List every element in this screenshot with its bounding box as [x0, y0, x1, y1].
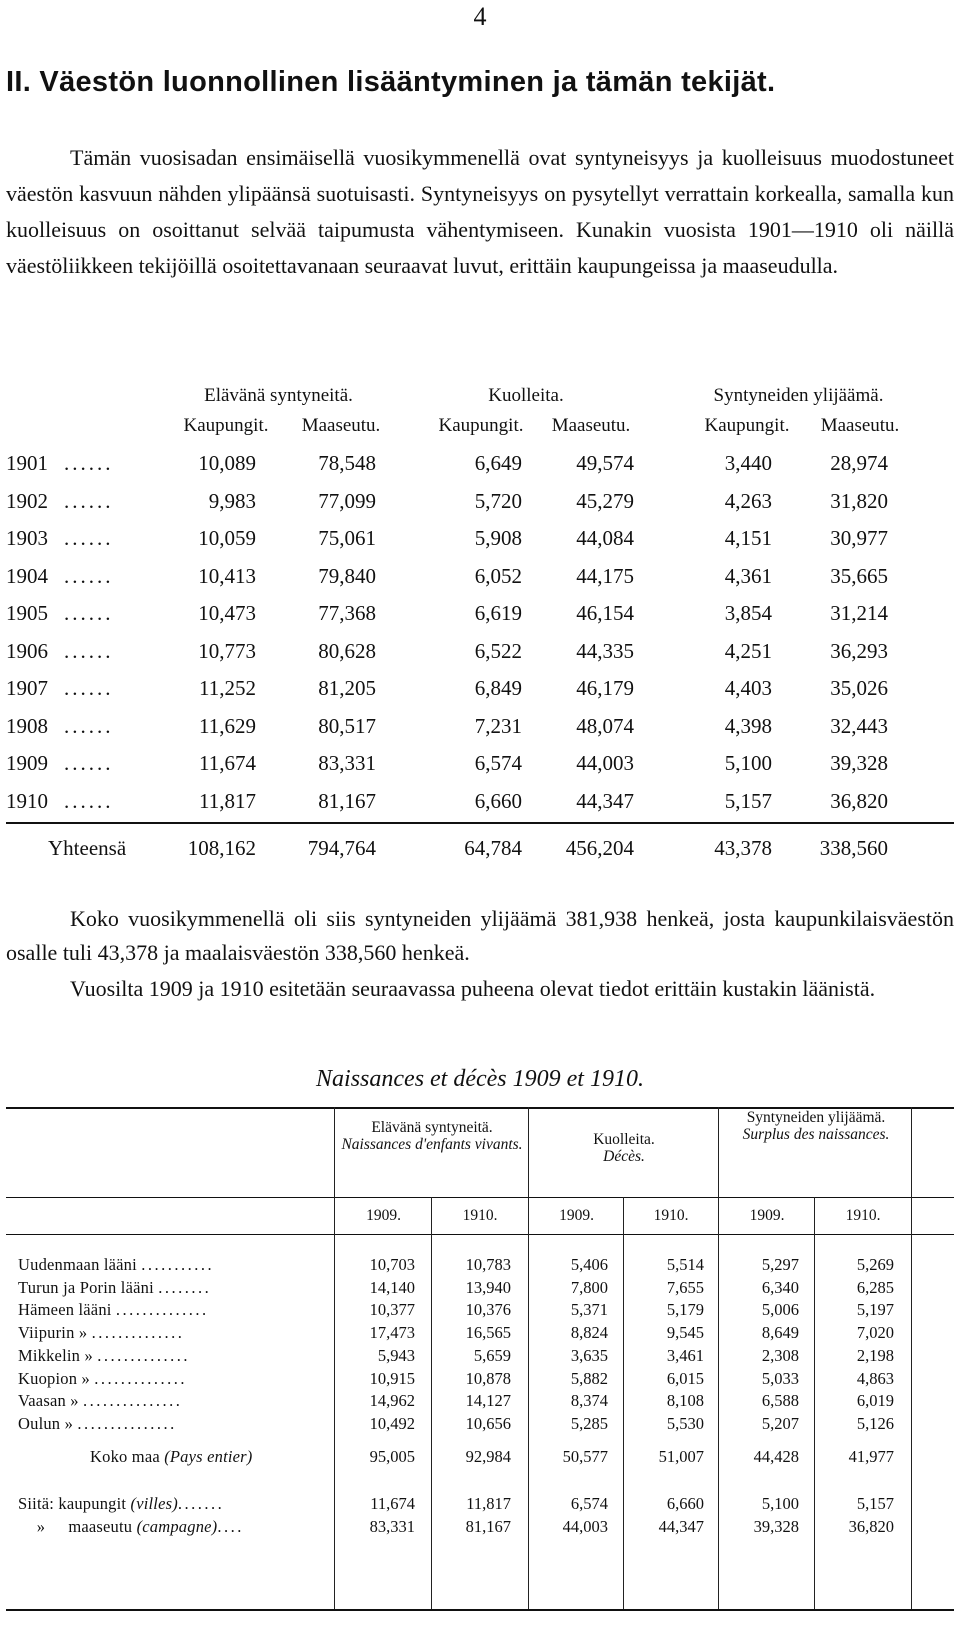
province-name: Vaasan [18, 1391, 66, 1411]
leader-dots: ...... [64, 676, 114, 700]
table1-row [6, 595, 954, 633]
value-cell: 44,084 [576, 526, 634, 550]
value-cell: 39,328 [753, 1516, 799, 1536]
value-cell: 44,003 [562, 1516, 608, 1536]
province-name: Uudenmaan lääni [18, 1255, 137, 1274]
value-cell: 10,059 [198, 526, 256, 550]
row-label [18, 1391, 182, 1411]
value-cell: 46,154 [576, 601, 634, 625]
value-cell: 36,820 [848, 1516, 894, 1536]
breakdown-prefix: Siitä: [18, 1494, 55, 1513]
summary-paragraph: Koko vuosikymmenellä oli siis syntyneiden ylijäämä 381,938 henkeä, josta kaupunkilaisväestön osalle tuli 43,378 ja maalaisväestön 338,560 henkeä. [6, 906, 954, 965]
provinces-table-1909-1910 [6, 1107, 954, 1611]
value-cell: 44,347 [658, 1516, 704, 1536]
ditto-mark: » [70, 1391, 79, 1411]
value-cell: 5,269 [856, 1255, 894, 1274]
year-cell: 1905 [6, 601, 48, 625]
value-cell: 5,720 [474, 488, 522, 513]
row-label [18, 1517, 244, 1537]
value-cell: 31,214 [830, 601, 888, 625]
value-cell: 2,308 [761, 1345, 799, 1365]
table1-row [6, 558, 954, 596]
group-header-fr: Décès. [603, 1148, 645, 1165]
value-cell: 36,820 [830, 788, 888, 813]
value-cell: 6,574 [474, 751, 522, 775]
value-cell: 7,231 [474, 713, 522, 738]
column-divider [814, 1197, 815, 1609]
page-number: 4 [473, 2, 487, 31]
leader-dots: ...... [64, 488, 114, 513]
value-cell: 28,974 [830, 451, 888, 475]
value-cell: 83,331 [318, 751, 376, 775]
value-cell: 6,574 [570, 1494, 608, 1513]
value-cell: 4,361 [724, 563, 772, 588]
value-cell: 4,251 [724, 638, 772, 663]
value-cell: 35,026 [830, 676, 888, 700]
value-cell: 5,297 [761, 1255, 799, 1274]
breakdown-label: kaupungit [58, 1494, 127, 1513]
value-cell: 49,574 [576, 451, 634, 475]
value-cell: 46,179 [576, 676, 634, 700]
value-cell: 14,127 [465, 1391, 511, 1411]
table1-total-rule [6, 822, 954, 824]
value-cell: 95,005 [369, 1446, 415, 1466]
value-cell: 13,940 [465, 1277, 511, 1297]
value-cell: 7,020 [856, 1323, 894, 1343]
value-cell: 4,151 [724, 526, 772, 550]
value-cell: 32,443 [830, 713, 888, 738]
column-divider [718, 1107, 719, 1609]
value-cell: 5,406 [570, 1255, 608, 1274]
row-label [18, 1494, 224, 1514]
breakdown-prefix: » [36, 1516, 46, 1536]
value-cell: 81,167 [465, 1516, 511, 1536]
value-cell: 5,033 [761, 1368, 799, 1388]
value-cell: 41,977 [848, 1446, 894, 1466]
province-name: Mikkelin [18, 1345, 81, 1365]
value-cell: 6,052 [474, 563, 522, 588]
leader-dots: ...... [64, 638, 114, 663]
births-deaths-table-1901-1910 [6, 385, 954, 868]
year-cell: 1903 [6, 526, 48, 550]
value-cell: 8,824 [570, 1323, 608, 1343]
value-cell: 11,674 [370, 1494, 415, 1513]
value-cell: 8,374 [570, 1391, 608, 1411]
value-cell: 5,659 [473, 1345, 511, 1365]
value-cell: 8,108 [666, 1391, 704, 1411]
total-value: 108,162 [187, 836, 256, 860]
group-header-births: Elävänä syntyneitä. [204, 385, 353, 406]
leader-dots: ...... [64, 751, 114, 775]
value-cell: 10,703 [369, 1255, 415, 1274]
province-name: Hämeen lääni [18, 1300, 112, 1320]
value-cell: 4,398 [724, 713, 772, 738]
value-cell: 3,440 [724, 451, 772, 475]
value-cell: 7,800 [570, 1277, 608, 1297]
value-cell: 44,003 [576, 751, 634, 775]
ditto-mark: » [64, 1413, 74, 1433]
value-cell: 11,817 [199, 788, 256, 813]
value-cell: 77,099 [318, 488, 376, 513]
leader-dots: ............... [83, 1391, 183, 1411]
ditto-mark: » [78, 1323, 88, 1343]
leader-dots: ...... [64, 451, 114, 475]
row-label [18, 1323, 184, 1343]
value-cell: 36,293 [830, 638, 888, 663]
value-cell: 5,207 [761, 1413, 799, 1433]
leader-dots: .... [217, 1516, 244, 1536]
table1-row [6, 483, 954, 521]
value-cell: 5,882 [570, 1368, 608, 1388]
value-cell: 77,368 [318, 601, 376, 625]
value-cell: 10,656 [465, 1413, 511, 1433]
value-cell: 6,849 [474, 676, 522, 700]
value-cell: 5,100 [724, 751, 772, 775]
year-cell: 1904 [6, 563, 48, 588]
province-name: Turun ja Porin lääni [18, 1277, 154, 1297]
value-cell: 39,328 [830, 751, 888, 775]
group-header-fi: Elävänä syntyneitä. [371, 1119, 493, 1136]
transition-paragraph: Vuosilta 1909 ja 1910 esitetään seuraavassa puheena olevat tiedot erittäin kustakin läänistä. [70, 976, 876, 1001]
group-header-deaths [530, 1131, 718, 1165]
total-value: 64,784 [464, 836, 522, 860]
value-cell: 45,279 [576, 488, 634, 513]
value-cell: 11,629 [199, 713, 256, 738]
value-cell: 35,665 [830, 563, 888, 588]
column-divider [528, 1107, 529, 1609]
value-cell: 3,854 [724, 601, 772, 625]
value-cell: 9,983 [208, 488, 256, 513]
value-cell: 6,019 [856, 1391, 894, 1411]
value-cell: 5,179 [666, 1300, 704, 1320]
table1-total-row [6, 828, 954, 868]
year-header: 1910. [845, 1207, 881, 1224]
group-header-surplus: Syntyneiden ylijäämä. [713, 385, 884, 406]
value-cell: 5,100 [761, 1494, 799, 1513]
value-cell: 11,817 [466, 1494, 511, 1513]
table1-row [6, 708, 954, 746]
value-cell: 44,347 [576, 788, 634, 813]
total-value: 456,204 [565, 836, 634, 860]
province-name: Viipurin [18, 1323, 75, 1343]
value-cell: 5,514 [666, 1255, 704, 1274]
table2-bottom-rule [6, 1609, 954, 1611]
value-cell: 11,674 [199, 751, 256, 775]
group-header-surplus [736, 1109, 896, 1143]
leader-dots: ............... [77, 1413, 177, 1433]
table2-header-rule [6, 1197, 954, 1198]
leader-dots: ....... [177, 1494, 225, 1513]
province-name: Kuopion [18, 1368, 78, 1388]
year-cell: 1902 [6, 488, 48, 513]
value-cell: 10,915 [369, 1368, 415, 1388]
value-cell: 5,530 [666, 1413, 704, 1433]
year-cell: 1910 [6, 788, 48, 813]
value-cell: 44,428 [753, 1446, 799, 1466]
value-cell: 79,840 [318, 563, 376, 588]
subheader-countryside: Maaseutu. [551, 415, 631, 436]
group-header-fi: Syntyneiden ylijäämä. [746, 1109, 886, 1126]
total-label: Yhteensä [48, 836, 127, 860]
section-heading: II. Väestön luonnollinen lisääntyminen ja tämän tekijät. [6, 66, 776, 98]
table1-row [6, 745, 954, 783]
group-header-deaths: Kuolleita. [488, 385, 564, 406]
table1-row [6, 520, 954, 558]
subheader-towns: Kaupungit. [438, 415, 524, 436]
group-header-fr: Naissances d'enfants vivants. [341, 1136, 523, 1153]
value-cell: 5,943 [377, 1345, 415, 1365]
group-header-fr: Surplus des naissances. [742, 1126, 890, 1143]
year-header: 1910. [653, 1207, 689, 1224]
leader-dots: ........ [158, 1277, 212, 1297]
value-cell: 5,157 [856, 1494, 894, 1513]
value-cell: 5,197 [856, 1300, 894, 1320]
ditto-mark: » [84, 1345, 93, 1365]
year-cell: 1907 [6, 676, 48, 700]
value-cell: 9,545 [666, 1323, 704, 1343]
value-cell: 6,285 [856, 1277, 894, 1297]
year-header: 1910. [462, 1207, 498, 1224]
year-header: 1909. [559, 1207, 594, 1224]
value-cell: 6,660 [666, 1494, 704, 1513]
breakdown-label-fr: (campagne) [136, 1516, 218, 1536]
value-cell: 14,962 [369, 1391, 415, 1411]
breakdown-label-fr: (villes) [130, 1494, 178, 1513]
value-cell: 10,783 [465, 1255, 511, 1274]
year-cell: 1909 [6, 751, 48, 775]
value-cell: 4,263 [724, 488, 772, 513]
row-label [18, 1300, 209, 1320]
row-label [18, 1369, 187, 1389]
intro-paragraph: Tämän vuosisadan ensimäisellä vuosikymmenellä ovat syntyneisyys ja kuolleisuus muodostuneet väestön kasvuun nähden ylipäänsä suotuisasti. Syntyneisyys on pysytellyt verrattain korkealla, samalla kun kuolleisuus on osoittanut selvää taipumusta vähentymiseen. Kunakin vuosista 1901—1910 oli näillä väestöliikkeen tekijöillä osoitettavanaan seuraavat luvut, erittäin kaupungeissa ja maaseudulla. [6, 145, 954, 278]
subheader-towns: Kaupungit. [183, 415, 269, 436]
leader-dots: ........... [141, 1255, 215, 1274]
province-name: Oulun [18, 1413, 61, 1433]
value-cell: 30,977 [830, 526, 888, 550]
total-value: 794,764 [307, 836, 376, 860]
table2-title: Naissances et décès 1909 et 1910. [316, 1066, 644, 1092]
value-cell: 6,522 [474, 638, 522, 663]
row-label [18, 1414, 177, 1434]
group-header-births [336, 1119, 528, 1153]
total-label: Koko maa [90, 1446, 160, 1466]
value-cell: 14,140 [369, 1277, 415, 1297]
value-cell: 10,377 [369, 1300, 415, 1320]
year-cell: 1901 [6, 451, 48, 475]
value-cell: 81,167 [318, 788, 376, 813]
total-value: 338,560 [819, 836, 888, 860]
column-divider [911, 1107, 912, 1609]
leader-dots: .............. [115, 1300, 209, 1320]
value-cell: 6,619 [474, 601, 522, 625]
value-cell: 6,015 [666, 1368, 704, 1388]
value-cell: 50,577 [562, 1446, 608, 1466]
subheader-towns: Kaupungit. [704, 415, 790, 436]
value-cell: 16,565 [465, 1323, 511, 1343]
leader-dots: .............. [97, 1345, 190, 1365]
leader-dots: ...... [64, 788, 114, 813]
value-cell: 92,984 [465, 1446, 511, 1466]
table1-row [6, 783, 954, 821]
value-cell: 3,635 [570, 1345, 608, 1365]
value-cell: 5,285 [570, 1413, 608, 1433]
column-divider [431, 1197, 432, 1609]
table2-years-rule [6, 1234, 954, 1235]
row-label [18, 1255, 214, 1275]
value-cell: 44,175 [576, 563, 634, 588]
value-cell: 80,628 [318, 638, 376, 663]
row-label [18, 1447, 252, 1467]
value-cell: 44,335 [576, 638, 634, 663]
value-cell: 48,074 [576, 713, 634, 738]
value-cell: 4,403 [724, 676, 772, 700]
leader-dots: .............. [91, 1323, 185, 1343]
value-cell: 31,820 [830, 488, 888, 513]
value-cell: 10,089 [198, 451, 256, 475]
value-cell: 6,588 [761, 1391, 799, 1411]
value-cell: 6,340 [761, 1277, 799, 1297]
value-cell: 3,461 [666, 1345, 704, 1365]
value-cell: 81,205 [318, 676, 376, 700]
leader-dots: ...... [64, 713, 114, 738]
value-cell: 5,126 [856, 1413, 894, 1433]
year-header: 1909. [749, 1207, 785, 1224]
value-cell: 83,331 [369, 1516, 415, 1536]
breakdown-label: maaseutu [68, 1516, 133, 1536]
value-cell: 10,773 [198, 638, 256, 663]
value-cell: 11,252 [199, 676, 256, 700]
value-cell: 5,157 [724, 788, 772, 813]
value-cell: 7,655 [666, 1277, 704, 1297]
total-value: 43,378 [714, 836, 772, 860]
table1-body [6, 445, 954, 820]
value-cell: 5,908 [474, 526, 522, 550]
year-cell: 1906 [6, 638, 48, 663]
value-cell: 10,878 [465, 1368, 511, 1388]
column-divider [623, 1197, 624, 1609]
total-label-fr: (Pays entier) [164, 1446, 253, 1466]
subheader-countryside: Maaseutu. [820, 415, 900, 436]
leader-dots: .............. [94, 1368, 188, 1388]
table1-row [6, 670, 954, 708]
value-cell: 51,007 [658, 1446, 704, 1466]
value-cell: 8,649 [761, 1323, 799, 1343]
value-cell: 4,863 [856, 1368, 894, 1388]
ditto-mark: » [81, 1368, 90, 1388]
leader-dots: ...... [64, 563, 114, 588]
value-cell: 5,006 [761, 1300, 799, 1320]
row-label [18, 1346, 190, 1366]
value-cell: 5,371 [570, 1300, 608, 1320]
value-cell: 10,376 [465, 1300, 511, 1320]
table1-row [6, 633, 954, 671]
value-cell: 10,492 [369, 1413, 415, 1433]
value-cell: 10,473 [198, 601, 256, 625]
leader-dots: ...... [64, 526, 114, 550]
leader-dots: ...... [64, 601, 114, 625]
row-label [18, 1278, 211, 1298]
value-cell: 6,660 [474, 788, 522, 813]
subheader-countryside: Maaseutu. [301, 415, 381, 436]
column-divider [334, 1107, 335, 1609]
year-header: 1909. [366, 1207, 401, 1224]
value-cell: 17,473 [369, 1323, 415, 1343]
value-cell: 80,517 [318, 713, 376, 738]
value-cell: 75,061 [318, 526, 376, 550]
year-cell: 1908 [6, 713, 48, 738]
value-cell: 10,413 [198, 563, 256, 588]
group-header-fi: Kuolleita. [593, 1131, 655, 1148]
value-cell: 2,198 [856, 1345, 894, 1365]
value-cell: 78,548 [318, 451, 376, 475]
value-cell: 6,649 [474, 451, 522, 475]
table1-row [6, 445, 954, 483]
